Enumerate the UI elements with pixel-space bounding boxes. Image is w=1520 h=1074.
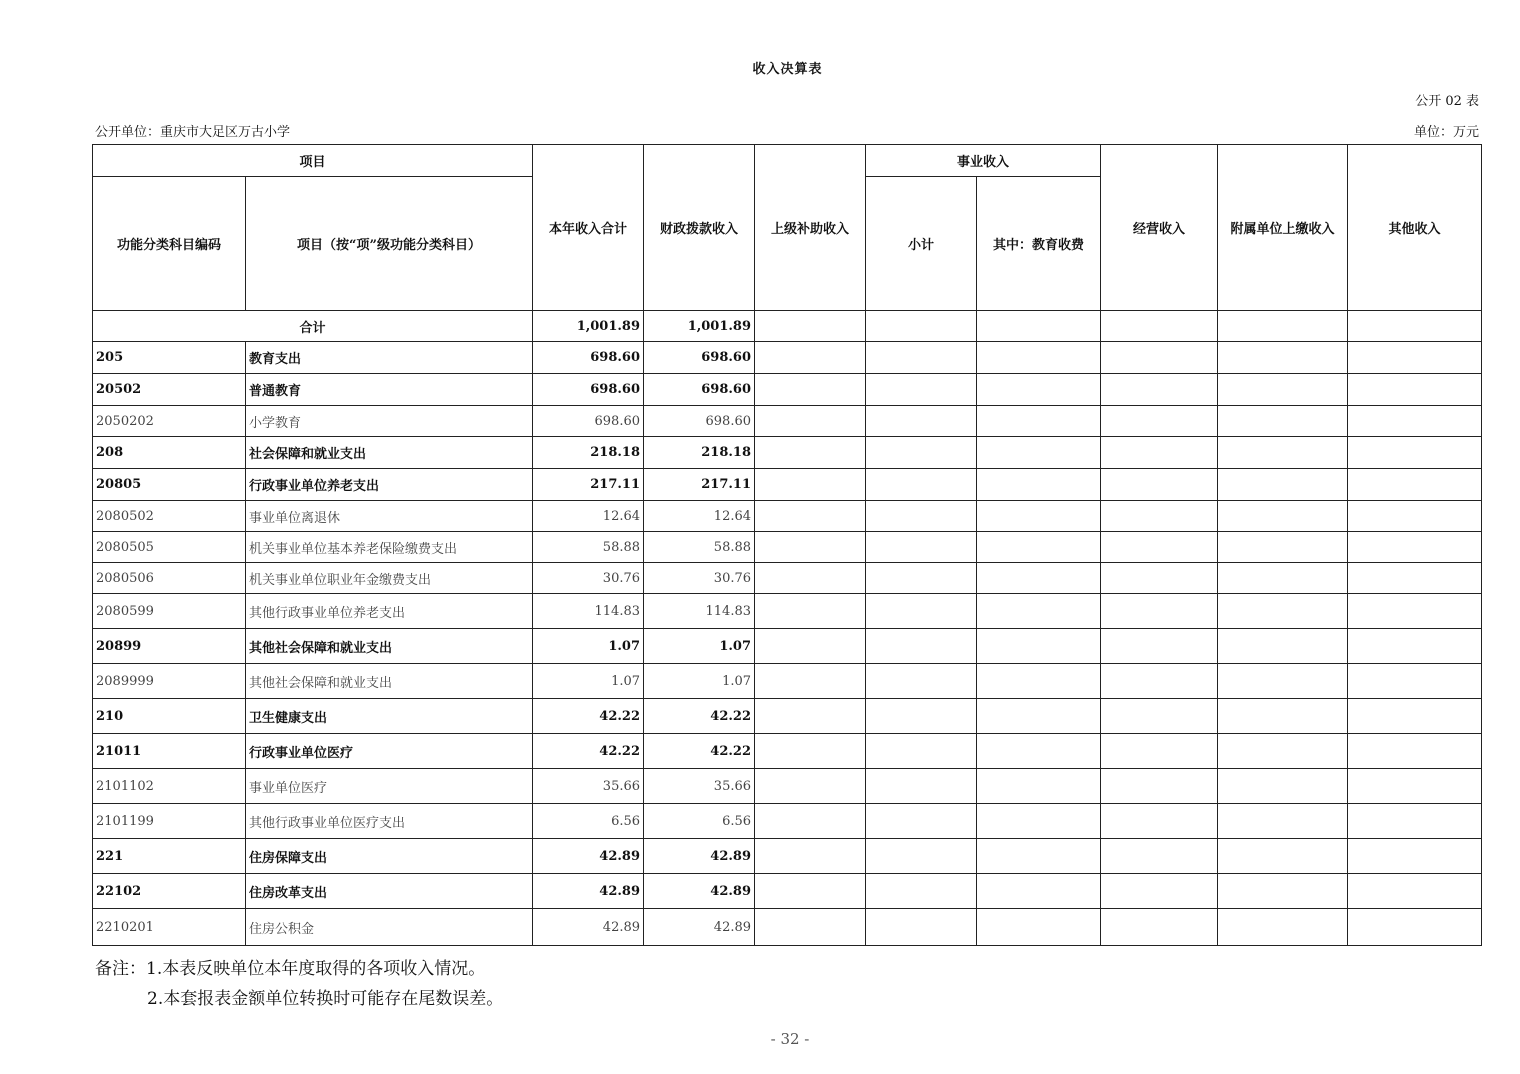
item-name-cell: 社会保障和就业支出 xyxy=(246,437,533,469)
empty-cell xyxy=(1348,532,1482,563)
empty-cell xyxy=(977,437,1101,469)
total-row xyxy=(93,311,1482,342)
total-income-cell: 42.22 xyxy=(533,734,644,769)
fiscal-income-cell: 42.89 xyxy=(644,839,755,874)
function-code-cell: 21011 xyxy=(93,734,246,769)
empty-cell xyxy=(755,342,866,374)
empty-cell xyxy=(866,342,977,374)
table-row xyxy=(93,594,1482,629)
empty-cell xyxy=(1218,664,1348,699)
item-name-cell: 教育支出 xyxy=(246,342,533,374)
empty-cell xyxy=(866,532,977,563)
empty-cell xyxy=(977,769,1101,804)
function-code-cell: 2050202 xyxy=(93,406,246,437)
item-name-cell: 住房改革支出 xyxy=(246,874,533,909)
empty-cell xyxy=(866,629,977,664)
fiscal-income-cell: 42.89 xyxy=(644,909,755,946)
form-number: 公开 02 表 xyxy=(1415,94,1479,109)
empty-cell xyxy=(755,532,866,563)
empty-cell xyxy=(977,532,1101,563)
table-row xyxy=(93,629,1482,664)
empty-cell xyxy=(977,311,1101,342)
total-income-cell: 58.88 xyxy=(533,532,644,563)
table-row xyxy=(93,699,1482,734)
empty-cell xyxy=(866,839,977,874)
empty-cell xyxy=(1218,734,1348,769)
total-income-cell: 1.07 xyxy=(533,664,644,699)
item-name-cell: 其他社会保障和就业支出 xyxy=(246,629,533,664)
table-row xyxy=(93,501,1482,532)
item-name-cell: 其他行政事业单位养老支出 xyxy=(246,594,533,629)
reporting-organization: 公开单位：重庆市大足区万古小学 xyxy=(95,125,291,140)
table-row xyxy=(93,664,1482,699)
empty-cell xyxy=(866,406,977,437)
empty-cell xyxy=(755,406,866,437)
total-income-cell: 12.64 xyxy=(533,501,644,532)
empty-cell xyxy=(866,469,977,501)
header-affiliated-income: 附属单位上缴收入 xyxy=(1218,145,1348,311)
total-income-cell: 1.07 xyxy=(533,629,644,664)
total-income-cell: 42.89 xyxy=(533,839,644,874)
empty-cell xyxy=(1348,406,1482,437)
empty-cell xyxy=(866,804,977,839)
item-name-cell: 其他社会保障和就业支出 xyxy=(246,664,533,699)
empty-cell xyxy=(977,874,1101,909)
total-income-cell: 114.83 xyxy=(533,594,644,629)
empty-cell xyxy=(1218,469,1348,501)
notes xyxy=(95,954,503,1014)
empty-cell xyxy=(755,501,866,532)
empty-cell xyxy=(755,563,866,594)
item-name-cell: 事业单位医疗 xyxy=(246,769,533,804)
table-row xyxy=(93,909,1482,946)
fiscal-income-cell: 42.89 xyxy=(644,874,755,909)
empty-cell xyxy=(866,664,977,699)
table-row xyxy=(93,342,1482,374)
empty-cell xyxy=(1348,437,1482,469)
empty-cell xyxy=(755,437,866,469)
header-function-code: 功能分类科目编码 xyxy=(93,177,246,311)
function-code-cell: 20899 xyxy=(93,629,246,664)
fiscal-income-cell: 12.64 xyxy=(644,501,755,532)
empty-cell xyxy=(866,874,977,909)
page-number: - 32 - xyxy=(770,1030,810,1048)
empty-cell xyxy=(755,469,866,501)
empty-cell xyxy=(1218,563,1348,594)
empty-cell xyxy=(1348,342,1482,374)
empty-cell xyxy=(977,501,1101,532)
empty-cell xyxy=(1348,501,1482,532)
fiscal-income-cell: 217.11 xyxy=(644,469,755,501)
empty-cell xyxy=(755,664,866,699)
table-row xyxy=(93,406,1482,437)
function-code-cell: 22102 xyxy=(93,874,246,909)
empty-cell xyxy=(755,699,866,734)
empty-cell xyxy=(1101,909,1218,946)
empty-cell xyxy=(755,874,866,909)
fiscal-income-cell: 35.66 xyxy=(644,769,755,804)
total-income-cell: 698.60 xyxy=(533,342,644,374)
empty-cell xyxy=(1348,629,1482,664)
empty-cell xyxy=(1218,437,1348,469)
empty-cell xyxy=(755,594,866,629)
fiscal-income-cell: 218.18 xyxy=(644,437,755,469)
header-business-subtotal: 小计 xyxy=(866,177,977,311)
empty-cell xyxy=(1218,532,1348,563)
empty-cell xyxy=(755,804,866,839)
fiscal-income-cell: 42.22 xyxy=(644,699,755,734)
empty-cell xyxy=(1348,909,1482,946)
function-code-cell: 210 xyxy=(93,699,246,734)
total-income-cell: 218.18 xyxy=(533,437,644,469)
item-name-cell: 机关事业单位职业年金缴费支出 xyxy=(246,563,533,594)
fiscal-income-cell: 698.60 xyxy=(644,406,755,437)
empty-cell xyxy=(866,734,977,769)
empty-cell xyxy=(866,769,977,804)
table-row xyxy=(93,532,1482,563)
header-education-fee: 其中：教育收费 xyxy=(977,177,1101,311)
item-name-cell: 住房公积金 xyxy=(246,909,533,946)
empty-cell xyxy=(866,699,977,734)
empty-cell xyxy=(866,563,977,594)
empty-cell xyxy=(1218,374,1348,406)
function-code-cell: 20502 xyxy=(93,374,246,406)
fiscal-income-cell: 114.83 xyxy=(644,594,755,629)
empty-cell xyxy=(866,594,977,629)
function-code-cell: 2080505 xyxy=(93,532,246,563)
item-name-cell: 其他行政事业单位医疗支出 xyxy=(246,804,533,839)
empty-cell xyxy=(1218,406,1348,437)
empty-cell xyxy=(1348,839,1482,874)
empty-cell xyxy=(1101,699,1218,734)
table-row xyxy=(93,874,1482,909)
empty-cell xyxy=(1348,469,1482,501)
empty-cell xyxy=(1218,594,1348,629)
empty-cell xyxy=(866,501,977,532)
item-name-cell: 普通教育 xyxy=(246,374,533,406)
empty-cell xyxy=(1218,311,1348,342)
empty-cell xyxy=(866,909,977,946)
header-superior-subsidy: 上级补助收入 xyxy=(755,145,866,311)
empty-cell xyxy=(755,629,866,664)
item-name-cell: 行政事业单位养老支出 xyxy=(246,469,533,501)
empty-cell xyxy=(755,311,866,342)
empty-cell xyxy=(1101,342,1218,374)
item-name-cell: 卫生健康支出 xyxy=(246,699,533,734)
empty-cell xyxy=(1101,839,1218,874)
empty-cell xyxy=(977,664,1101,699)
item-name-cell: 行政事业单位医疗 xyxy=(246,734,533,769)
empty-cell xyxy=(977,699,1101,734)
header-business-income: 事业收入 xyxy=(866,145,1101,177)
header-other-income: 其他收入 xyxy=(1348,145,1482,311)
empty-cell xyxy=(755,734,866,769)
total-income-cell: 30.76 xyxy=(533,563,644,594)
fiscal-income-cell: 1.07 xyxy=(644,664,755,699)
empty-cell xyxy=(977,342,1101,374)
empty-cell xyxy=(1348,311,1482,342)
table-row xyxy=(93,839,1482,874)
table-row xyxy=(93,804,1482,839)
empty-cell xyxy=(1101,594,1218,629)
function-code-cell: 221 xyxy=(93,839,246,874)
total-income-cell: 42.22 xyxy=(533,699,644,734)
function-code-cell: 2080502 xyxy=(93,501,246,532)
function-code-cell: 208 xyxy=(93,437,246,469)
table-row xyxy=(93,374,1482,406)
fiscal-income-cell: 42.22 xyxy=(644,734,755,769)
empty-cell xyxy=(1101,769,1218,804)
total-income-cell: 217.11 xyxy=(533,469,644,501)
header-item-name: 项目（按“项”级功能分类科目） xyxy=(246,177,533,311)
empty-cell xyxy=(977,594,1101,629)
empty-cell xyxy=(1101,664,1218,699)
fiscal-income-cell: 698.60 xyxy=(644,342,755,374)
fiscal-income-cell: 58.88 xyxy=(644,532,755,563)
header-project: 项目 xyxy=(93,145,533,177)
currency-unit: 单位：万元 xyxy=(1413,125,1479,140)
note-line-2: 2.本套报表金额单位转换时可能存在尾数误差。 xyxy=(147,989,504,1009)
fiscal-income-cell: 30.76 xyxy=(644,563,755,594)
total-income-value: 1,001.89 xyxy=(533,311,644,342)
empty-cell xyxy=(866,437,977,469)
empty-cell xyxy=(866,311,977,342)
empty-cell xyxy=(1348,374,1482,406)
empty-cell xyxy=(977,909,1101,946)
empty-cell xyxy=(977,804,1101,839)
empty-cell xyxy=(977,406,1101,437)
empty-cell xyxy=(1101,501,1218,532)
empty-cell xyxy=(977,374,1101,406)
total-label: 合计 xyxy=(93,311,533,342)
item-name-cell: 住房保障支出 xyxy=(246,839,533,874)
empty-cell xyxy=(1218,629,1348,664)
total-income-cell: 35.66 xyxy=(533,769,644,804)
empty-cell xyxy=(1101,311,1218,342)
empty-cell xyxy=(1348,664,1482,699)
empty-cell xyxy=(977,734,1101,769)
income-table xyxy=(92,144,1482,946)
empty-cell xyxy=(1348,874,1482,909)
empty-cell xyxy=(755,769,866,804)
empty-cell xyxy=(1101,532,1218,563)
note-line-1: 备注：1.本表反映单位本年度取得的各项收入情况。 xyxy=(95,959,486,979)
total-income-cell: 698.60 xyxy=(533,406,644,437)
empty-cell xyxy=(1218,699,1348,734)
empty-cell xyxy=(1218,909,1348,946)
empty-cell xyxy=(1348,699,1482,734)
table-row xyxy=(93,769,1482,804)
empty-cell xyxy=(1101,734,1218,769)
empty-cell xyxy=(755,909,866,946)
header-fiscal-income: 财政拨款收入 xyxy=(644,145,755,311)
empty-cell xyxy=(1101,374,1218,406)
table-row xyxy=(93,563,1482,594)
report-title: 收入决算表 xyxy=(752,62,823,77)
empty-cell xyxy=(1101,437,1218,469)
function-code-cell: 2080599 xyxy=(93,594,246,629)
empty-cell xyxy=(755,839,866,874)
function-code-cell: 2080506 xyxy=(93,563,246,594)
total-income-cell: 698.60 xyxy=(533,374,644,406)
empty-cell xyxy=(977,563,1101,594)
empty-cell xyxy=(1101,804,1218,839)
empty-cell xyxy=(1218,501,1348,532)
function-code-cell: 2210201 xyxy=(93,909,246,946)
empty-cell xyxy=(866,374,977,406)
function-code-cell: 20805 xyxy=(93,469,246,501)
empty-cell xyxy=(1218,342,1348,374)
empty-cell xyxy=(1218,874,1348,909)
empty-cell xyxy=(1101,563,1218,594)
empty-cell xyxy=(1218,804,1348,839)
table-row xyxy=(93,469,1482,501)
function-code-cell: 205 xyxy=(93,342,246,374)
empty-cell xyxy=(1348,804,1482,839)
table-row xyxy=(93,437,1482,469)
empty-cell xyxy=(977,629,1101,664)
function-code-cell: 2101199 xyxy=(93,804,246,839)
empty-cell xyxy=(1348,563,1482,594)
function-code-cell: 2101102 xyxy=(93,769,246,804)
header-operating-income: 经营收入 xyxy=(1101,145,1218,311)
item-name-cell: 事业单位离退休 xyxy=(246,501,533,532)
item-name-cell: 小学教育 xyxy=(246,406,533,437)
table-row xyxy=(93,734,1482,769)
empty-cell xyxy=(1348,594,1482,629)
empty-cell xyxy=(1218,769,1348,804)
empty-cell xyxy=(1101,874,1218,909)
empty-cell xyxy=(1348,769,1482,804)
empty-cell xyxy=(1101,469,1218,501)
total-income-cell: 6.56 xyxy=(533,804,644,839)
item-name-cell: 机关事业单位基本养老保险缴费支出 xyxy=(246,532,533,563)
empty-cell xyxy=(1101,629,1218,664)
fiscal-income-cell: 6.56 xyxy=(644,804,755,839)
total-income-cell: 42.89 xyxy=(533,874,644,909)
empty-cell xyxy=(1348,734,1482,769)
fiscal-income-cell: 698.60 xyxy=(644,374,755,406)
total-fiscal-value: 1,001.89 xyxy=(644,311,755,342)
fiscal-income-cell: 1.07 xyxy=(644,629,755,664)
empty-cell xyxy=(755,374,866,406)
empty-cell xyxy=(1218,839,1348,874)
empty-cell xyxy=(1101,406,1218,437)
total-income-cell: 42.89 xyxy=(533,909,644,946)
empty-cell xyxy=(977,839,1101,874)
empty-cell xyxy=(977,469,1101,501)
function-code-cell: 2089999 xyxy=(93,664,246,699)
header-total-income: 本年收入合计 xyxy=(533,145,644,311)
